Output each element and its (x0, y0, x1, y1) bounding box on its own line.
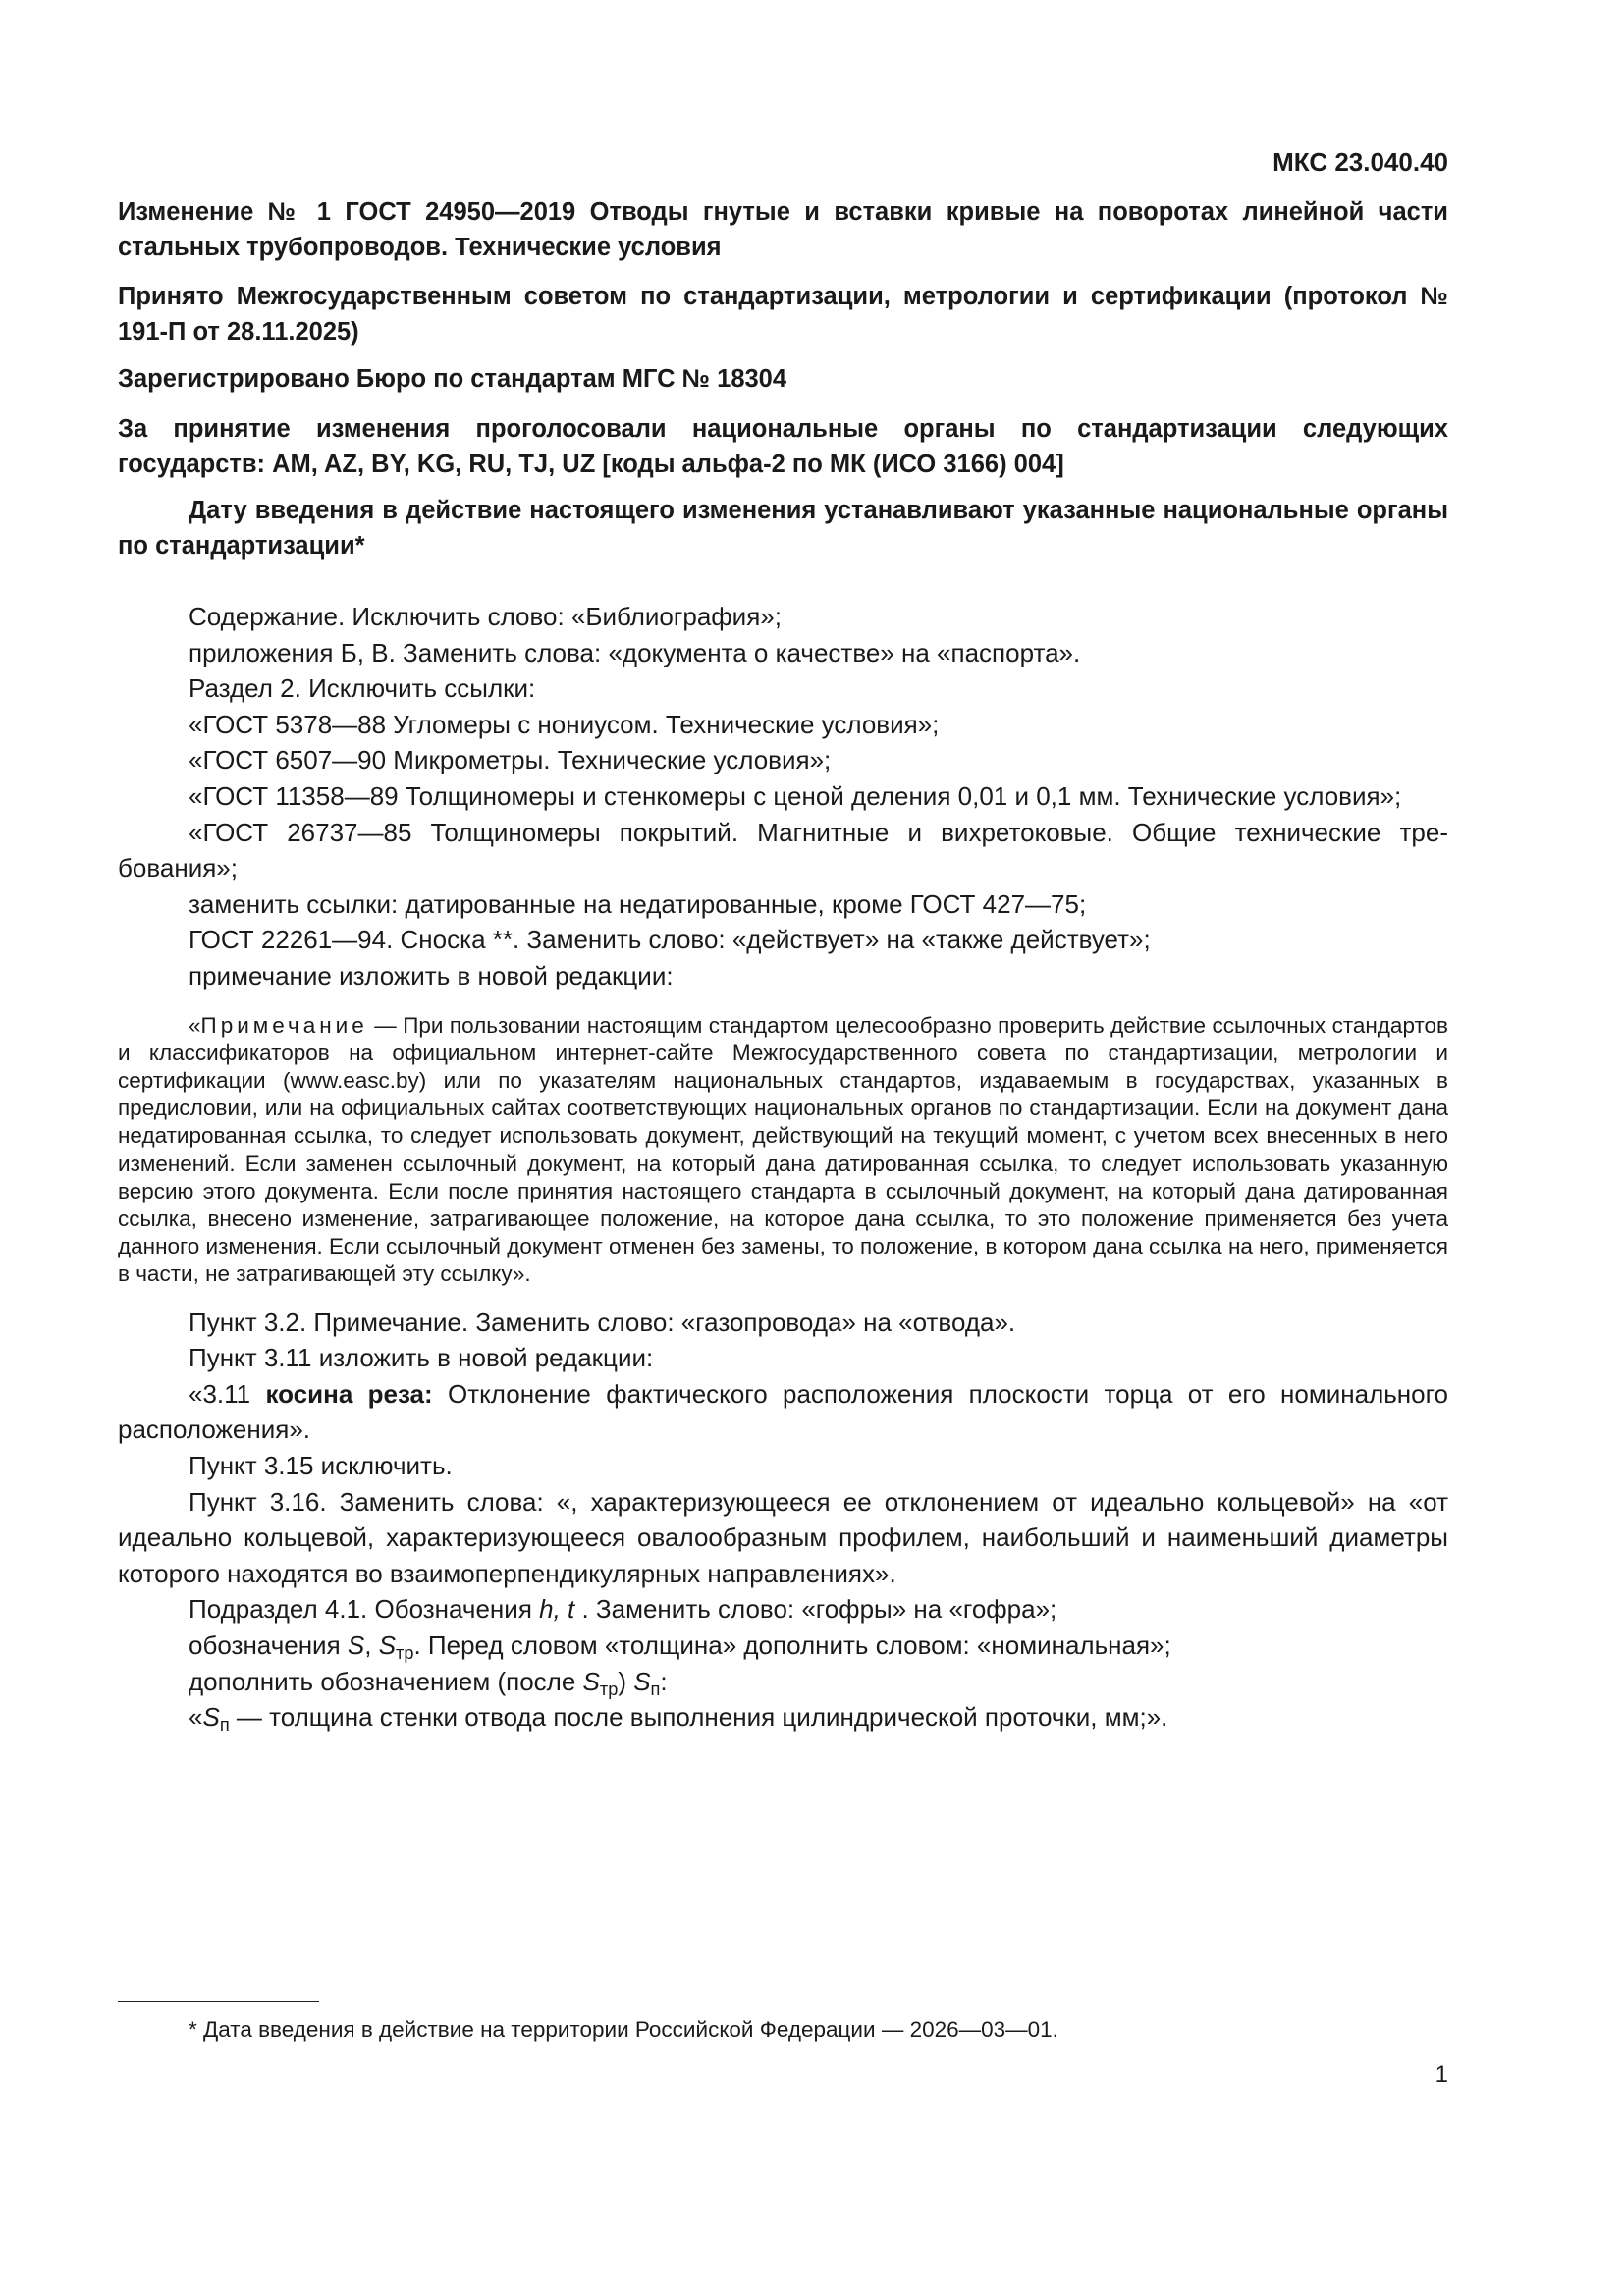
term-text: Отклонение фактического расположения плоскости торца от его номинального расположения». (118, 1378, 1448, 1445)
note-label: Примечание (200, 1012, 368, 1038)
paragraph: Пункт 3.2. Примечание. Заменить слово: «газопровода» на «отвода». (189, 1307, 1016, 1337)
note-block (118, 1012, 1448, 1289)
term-definition (118, 1376, 1448, 1448)
effective-date-statement: Дату введения в действие настоящего изменения устанавливают указанные национальные органы по стандартизации* (118, 497, 1448, 560)
amendment-title: Изменение № 1 ГОСТ 24950—2019 Отводы гнутые и вставки кривые на поворотах линейной части стальных трубопроводов. Технические условия (118, 198, 1448, 261)
registered-statement: Зарегистрировано Бюро по стандартам МГС № 18304 (118, 365, 787, 393)
paragraph (118, 1628, 1448, 1664)
text-run: дополнить обозначением (после (189, 1666, 583, 1696)
symbol: h, t (539, 1594, 575, 1625)
subscript: п (219, 1715, 230, 1735)
symbol: S (347, 1629, 365, 1660)
paragraph: ГОСТ 22261—94. Сноска **. Заменить слово: «действует» на «также действует»; (189, 925, 1151, 955)
text-run: обозначения (189, 1629, 348, 1660)
symbol: S (202, 1702, 220, 1733)
term-number: «3.11 (189, 1378, 266, 1409)
paragraph: Раздел 2. Исключить ссылки: (189, 673, 536, 704)
subscript: тр (396, 1642, 414, 1663)
note-text: — При пользовании настоящим стандартом целесообразно проверить действие ссылочных стандартов и классификаторов на официальном интернет-сайте Межгосударственного совета по стандартизации, метрологии и сертификации (www.easc.by) или по указателям национальных стандартов, издаваемым в государствах, указанных в предисловии, или на официальных сайтах соответствующих национальных органов по стандартизации. Если на документ дана недатированная ссылка, то следует использовать документ, действующий на текущий момент, с учетом всех внесенных в него изменений. Если заменен ссылочный документ, на который дана датированная ссылка, то следует использовать указанную версию этого документа. Если после принятия настоящего стандарта в ссылочный документ, на который дана датированная ссылка, внесено изменение, затрагивающее положение, на которое дана ссылка, то это положение применяется без учета данного изменения. Если ссылочный документ отменен без замены, то положение, в котором дана ссылка на него, применяется в части, не затрагивающей эту ссылку». (118, 1012, 1448, 1287)
paragraph (118, 1699, 1448, 1735)
symbol: S (633, 1666, 651, 1696)
text-run: , (364, 1629, 379, 1660)
mks-code: МКС 23.040.40 (1272, 147, 1448, 177)
paragraph: «ГОСТ 26737—85 Толщиномеры покрытий. Магнитные и вихретоковые. Общие технические требования»; (118, 817, 1448, 883)
text-run: ) (618, 1666, 634, 1696)
paragraph: Пункт 3.16. Заменить слова: «, характеризующееся ее отклонением от идеально кольцевой» на «от идеально кольцевой, характеризующееся овалообразным профилем, наибольший и наименьший диаметры которого находятся во взаимоперпендикулярных направлениях». (118, 1486, 1448, 1588)
text-run: . Заменить слово: «гофры» на «гофра»; (574, 1594, 1057, 1625)
symbol: S (582, 1666, 600, 1696)
paragraph (118, 1591, 1448, 1628)
adopted-statement: Принято Межгосударственным советом по стандартизации, метрологии и сертификации (протокол № 191-П от 28.11.2025) (118, 283, 1448, 346)
paragraph: «ГОСТ 5378—88 Угломеры с нониусом. Технические условия»; (189, 709, 940, 739)
text-run: : (660, 1666, 668, 1696)
text-run: — толщина стенки отвода после выполнения цилиндрической проточки, мм;». (229, 1702, 1168, 1733)
footnote: * Дата введения в действие на территории Российской Федерации — 2026—03—01. (189, 2017, 1058, 2042)
subscript: тр (599, 1679, 619, 1699)
paragraph: «ГОСТ 11358—89 Толщиномеры и стенкомеры с ценой деления 0,01 и 0,1 мм. Технические условия»; (189, 780, 1402, 811)
paragraph: приложения Б, В. Заменить слова: «документа о качестве» на «паспорта». (189, 637, 1081, 667)
paragraph: Пункт 3.15 исключить. (189, 1450, 453, 1480)
voted-statement: За принятие изменения проголосовали национальные органы по стандартизации следующих государств: AM, AZ, BY, KG, RU, TJ, UZ [коды альфа-2 по МК (ИСО 3166) 004] (118, 415, 1448, 478)
footnote-divider (118, 2001, 319, 2002)
amendment-body (118, 599, 1448, 1735)
subscript: п (650, 1679, 661, 1699)
page-number: 1 (1435, 2061, 1448, 2088)
paragraph (118, 1664, 1448, 1700)
note-quote: « (189, 1012, 201, 1038)
text-run: « (189, 1702, 203, 1733)
paragraph: заменить ссылки: датированные на недатированные, кроме ГОСТ 427—75; (189, 888, 1087, 919)
text-run: Подраздел 4.1. Обозначения (189, 1594, 540, 1625)
term-name: косина реза: (265, 1378, 433, 1409)
paragraph: «ГОСТ 6507—90 Микрометры. Технические условия»; (189, 745, 832, 775)
symbol: S (378, 1629, 397, 1660)
paragraph: Пункт 3.11 изложить в новой редакции: (189, 1343, 654, 1373)
text-run: . Перед словом «толщина» дополнить словом: «номинальная»; (413, 1629, 1171, 1660)
paragraph: Содержание. Исключить слово: «Библиография»; (189, 602, 782, 631)
paragraph: примечание изложить в новой редакции: (189, 960, 674, 990)
